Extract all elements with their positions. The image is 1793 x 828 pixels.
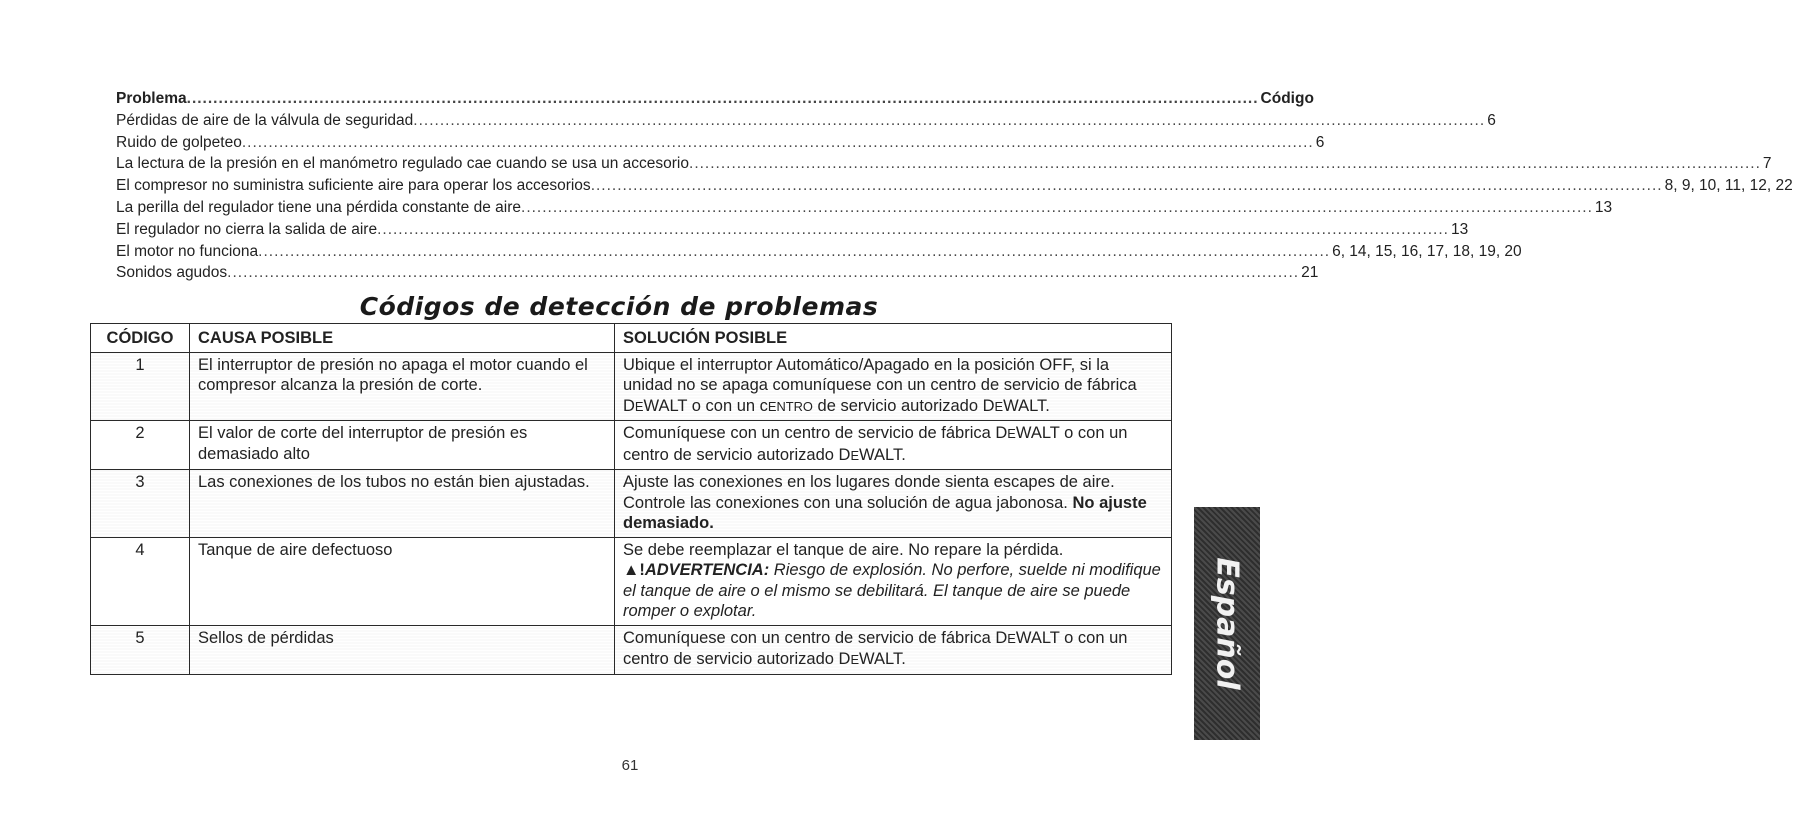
index-row-code: 6 [1487,111,1496,129]
row-solution: Ajuste las conexiones en los lugares donde sienta escapes de aire. Controle las conexiones con una solución de agua jabonosa. No ajuste demasiado. [615,470,1172,538]
index-row: Sonidos agudos .......................................................................................................................................................................................................... 21 [116,262,1091,284]
index-row-label: Ruido de golpeteo [116,133,242,151]
row-solution: Ubique el interruptor Automático/Apagado en la posición OFF, si la unidad no se apaga comuníquese con un centro de servicio de fábrica DEWALT o con un cENTRO de servicio autorizado DEWALT. [615,352,1172,421]
table-row [91,470,1172,538]
table-row [91,625,1172,674]
section-title: Códigos de detección de problemas [359,292,879,321]
index-row: El motor no funciona .......................................................................................................................................................................................................... 6, 14, 15, 16, 17, 18, 19, 20 [116,241,1091,263]
row-cause: Tanque de aire defectuoso [190,537,615,625]
index-row-label: El compresor no suministra suficiente aire para operar los accesorios [116,177,591,195]
row-solution: Se debe reemplazar el tanque de aire. No repare la pérdida. ▲!ADVERTENCIA: Riesgo de explosión. No perfore, suelde ni modifique el tanque de aire o el mismo se debilitará. El tanque de aire se puede romper o explotar. [615,537,1172,625]
index-row-code: 7 [1762,155,1772,173]
problem-index [116,88,1793,284]
row-code: 2 [91,421,190,470]
index-header-code: Código [1260,90,1314,107]
index-row-label: Sonidos agudos [116,264,228,282]
page-number: 61 [621,757,639,774]
table-row [91,537,1172,625]
warning-label: ADVERTENCIA: [644,561,770,579]
row-solution: Comuníquese con un centro de servicio de fábrica DEWALT o con un centro de servicio autorizado DEWALT. [615,421,1172,470]
index-header: Problema .......................................................................................................................................................................................................... Código [116,88,1091,110]
index-row-code: 13 [1594,198,1613,216]
row-cause: Sellos de pérdidas [190,625,615,674]
table-row [91,352,1172,421]
index-row-label: El regulador no cierra la salida de aire [116,220,378,238]
warning-icon: ▲! [623,561,645,579]
header-code: CÓDIGO [91,324,190,353]
row-code: 5 [91,625,190,674]
index-row: La perilla del regulador tiene una pérdida constante de aire .......................................................................................................................................................................................................... 13 [116,197,1091,219]
header-solution: SOLUCIÓN POSIBLE [615,324,1172,353]
table-row [91,421,1172,470]
row-solution: Comuníquese con un centro de servicio de fábrica DEWALT o con un centro de servicio autorizado DEWALT. [615,625,1172,674]
warning-block [623,560,1163,622]
index-header-label: Problema [116,90,187,107]
index-row: Pérdidas de aire de la válvula de seguridad .......................................................................................................................................................................................................... 6 [116,110,1091,132]
troubleshooting-table [90,323,1172,675]
index-row-code: 13 [1450,220,1469,238]
row-code: 4 [91,537,190,625]
row-code: 1 [91,352,190,421]
index-row-label: La lectura de la presión en el manómetro regulado cae cuando se usa un accesorio [116,155,690,173]
index-row-code: 6, 14, 15, 16, 17, 18, 19, 20 [1332,242,1522,260]
warning-text: Riesgo de explosión. No perfore, suelde ni modifique el tanque de aire o el mismo se debilitará. El tanque de aire se puede romper o explotar. [623,561,1161,620]
index-row-code: 6 [1315,133,1325,151]
row-code: 3 [91,470,190,538]
index-row-label: La perilla del regulador tiene una pérdida constante de aire [116,198,522,216]
row-cause: El valor de corte del interruptor de presión es demasiado alto [190,421,615,470]
solution-emphasis: No ajuste demasiado. [623,493,1147,532]
index-row: El compresor no suministra suficiente aire para operar los accesorios .......................................................................................................................................................................................................... 8, 9, 10, 11, 12, 22 [116,175,1091,197]
index-row-code: 21 [1301,264,1319,282]
index-row-code: 8, 9, 10, 11, 12, 22 [1664,177,1793,195]
language-tab: Español [1194,507,1260,740]
index-row-label: El motor no funciona [116,242,259,260]
table-header-row [91,324,1172,353]
header-cause: CAUSA POSIBLE [190,324,615,353]
index-row: El regulador no cierra la salida de aire .......................................................................................................................................................................................................... 13 [116,219,1091,241]
index-row: Ruido de golpeteo .......................................................................................................................................................................................................... 6 [116,132,1091,154]
row-cause: Las conexiones de los tubos no están bien ajustadas. [190,470,615,538]
row-cause: El interruptor de presión no apaga el motor cuando el compresor alcanza la presión de corte. [190,352,615,421]
index-row-label: Pérdidas de aire de la válvula de seguridad [116,111,414,129]
index-row: La lectura de la presión en el manómetro regulado cae cuando se usa un accesorio .......................................................................................................................................................................................................... 7 [116,153,1091,175]
